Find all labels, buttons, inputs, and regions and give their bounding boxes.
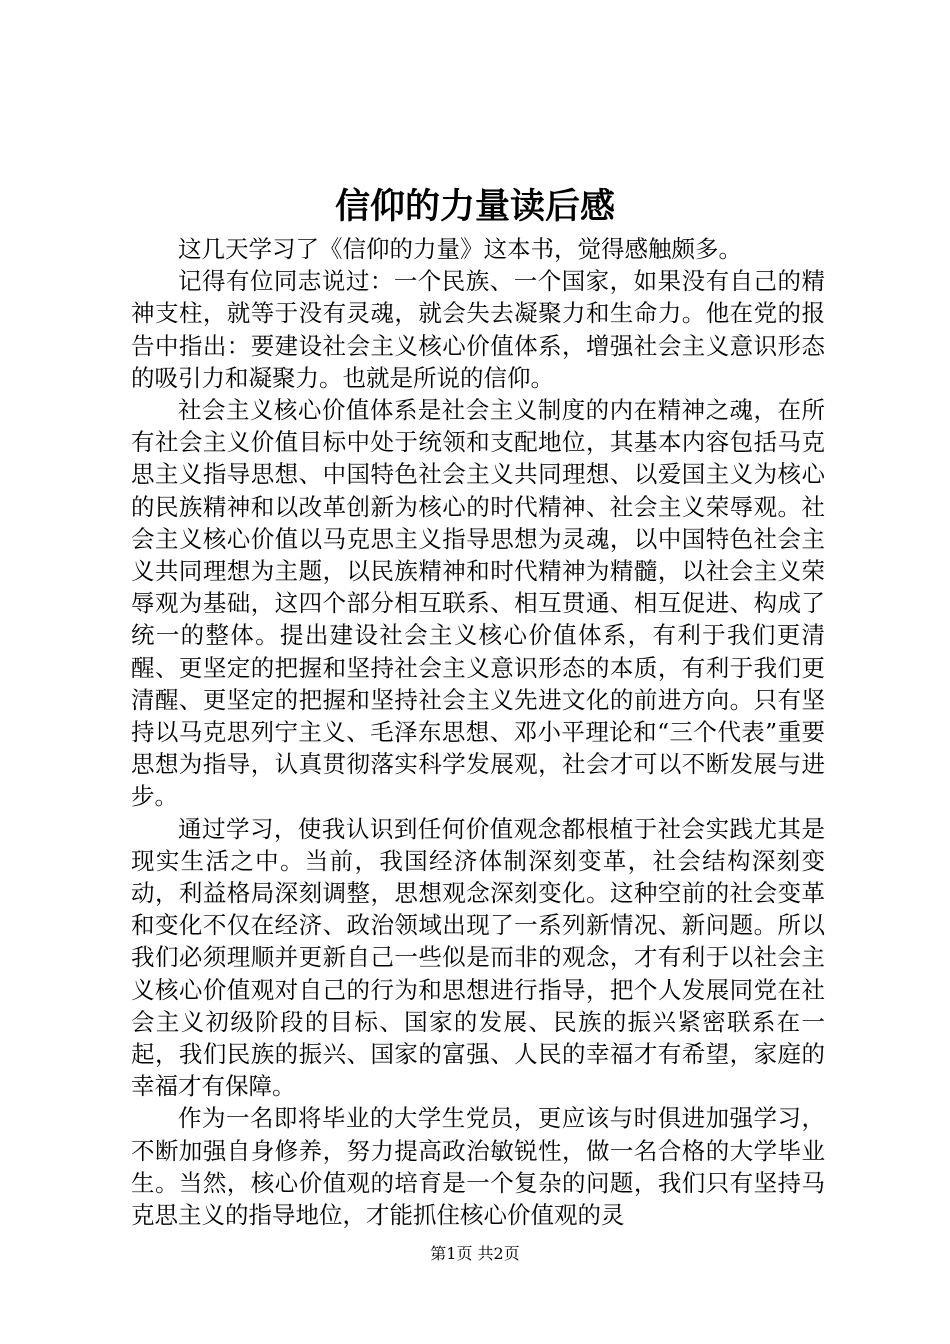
paragraph: 社会主义核心价值体系是社会主义制度的内在精神之魂，在所有社会主义价值目标中处于统领和支配地位，其基本内容包括马克思主义指导思想、中国特色社会主义共同理想、以爱国主义为核心的民族精神和以改革创新为核心的时代精神、社会主义荣辱观。社会主义核心价值以马克思主义指导思想为灵魂，以中国特色社会主义共同理想为主题，以民族精神和时代精神为精髓，以社会主义荣辱观为基础，这四个部分相互联系、相互贯通、相互促进、构成了统一的整体。提出建设社会主义核心价值体系，有利于我们更清醒、更坚定的把握和坚持社会主义意识形态的本质，有利于我们更清醒、更坚定的把握和坚持社会主义先进文化的前进方向。只有坚持以马克思列宁主义、毛泽东思想、邓小平理论和“三个代表”重要思想为指导，认真贯彻落实科学发展观，社会才可以不断发展与进步。 — [131, 396, 825, 811]
page-title: 信仰的力量读后感 — [334, 186, 615, 227]
document-body — [131, 233, 825, 1231]
paragraph: 通过学习，使我认识到任何价值观念都根植于社会实践尤其是现实生活之中。当前，我国经济体制深刻变革，社会结构深刻变动，利益格局深刻调整，思想观念深刻变化。这种空前的社会变革和变化不仅在经济、政治领域出现了一系列新情况、新问题。所以我们必须理顺并更新自己一些似是而非的观念，才有利于以社会主义核心价值观对自己的行为和思想进行指导，把个人发展同党在社会主义初级阶段的目标、国家的发展、民族的振兴紧密联系在一起，我们民族的振兴、国家的富强、人民的幸福才有希望，家庭的幸福才有保障。 — [131, 814, 825, 1101]
paragraph: 作为一名即将毕业的大学生党员，更应该与时俱进加强学习，不断加强自身修养，努力提高政治敏锐性，做一名合格的大学毕业生。当然，核心价值观的培育是一个复杂的问题，我们只有坚持马克思主义的指导地位，才能抓住核心价值观的灵 — [131, 1104, 825, 1230]
paragraph: 这几天学习了《信仰的力量》这本书，觉得感触颇多。 — [178, 235, 742, 263]
page-number-footer: 第1页 共2页 — [430, 1244, 520, 1263]
paragraph: 记得有位同志说过：一个民族、一个国家，如果没有自己的精神支柱，就等于没有灵魂，就会失去凝聚力和生命力。他在党的报告中指出：要建设社会主义核心价值体系，增强社会主义意识形态的吸引力和凝聚力。也就是所说的信仰。 — [131, 267, 825, 392]
